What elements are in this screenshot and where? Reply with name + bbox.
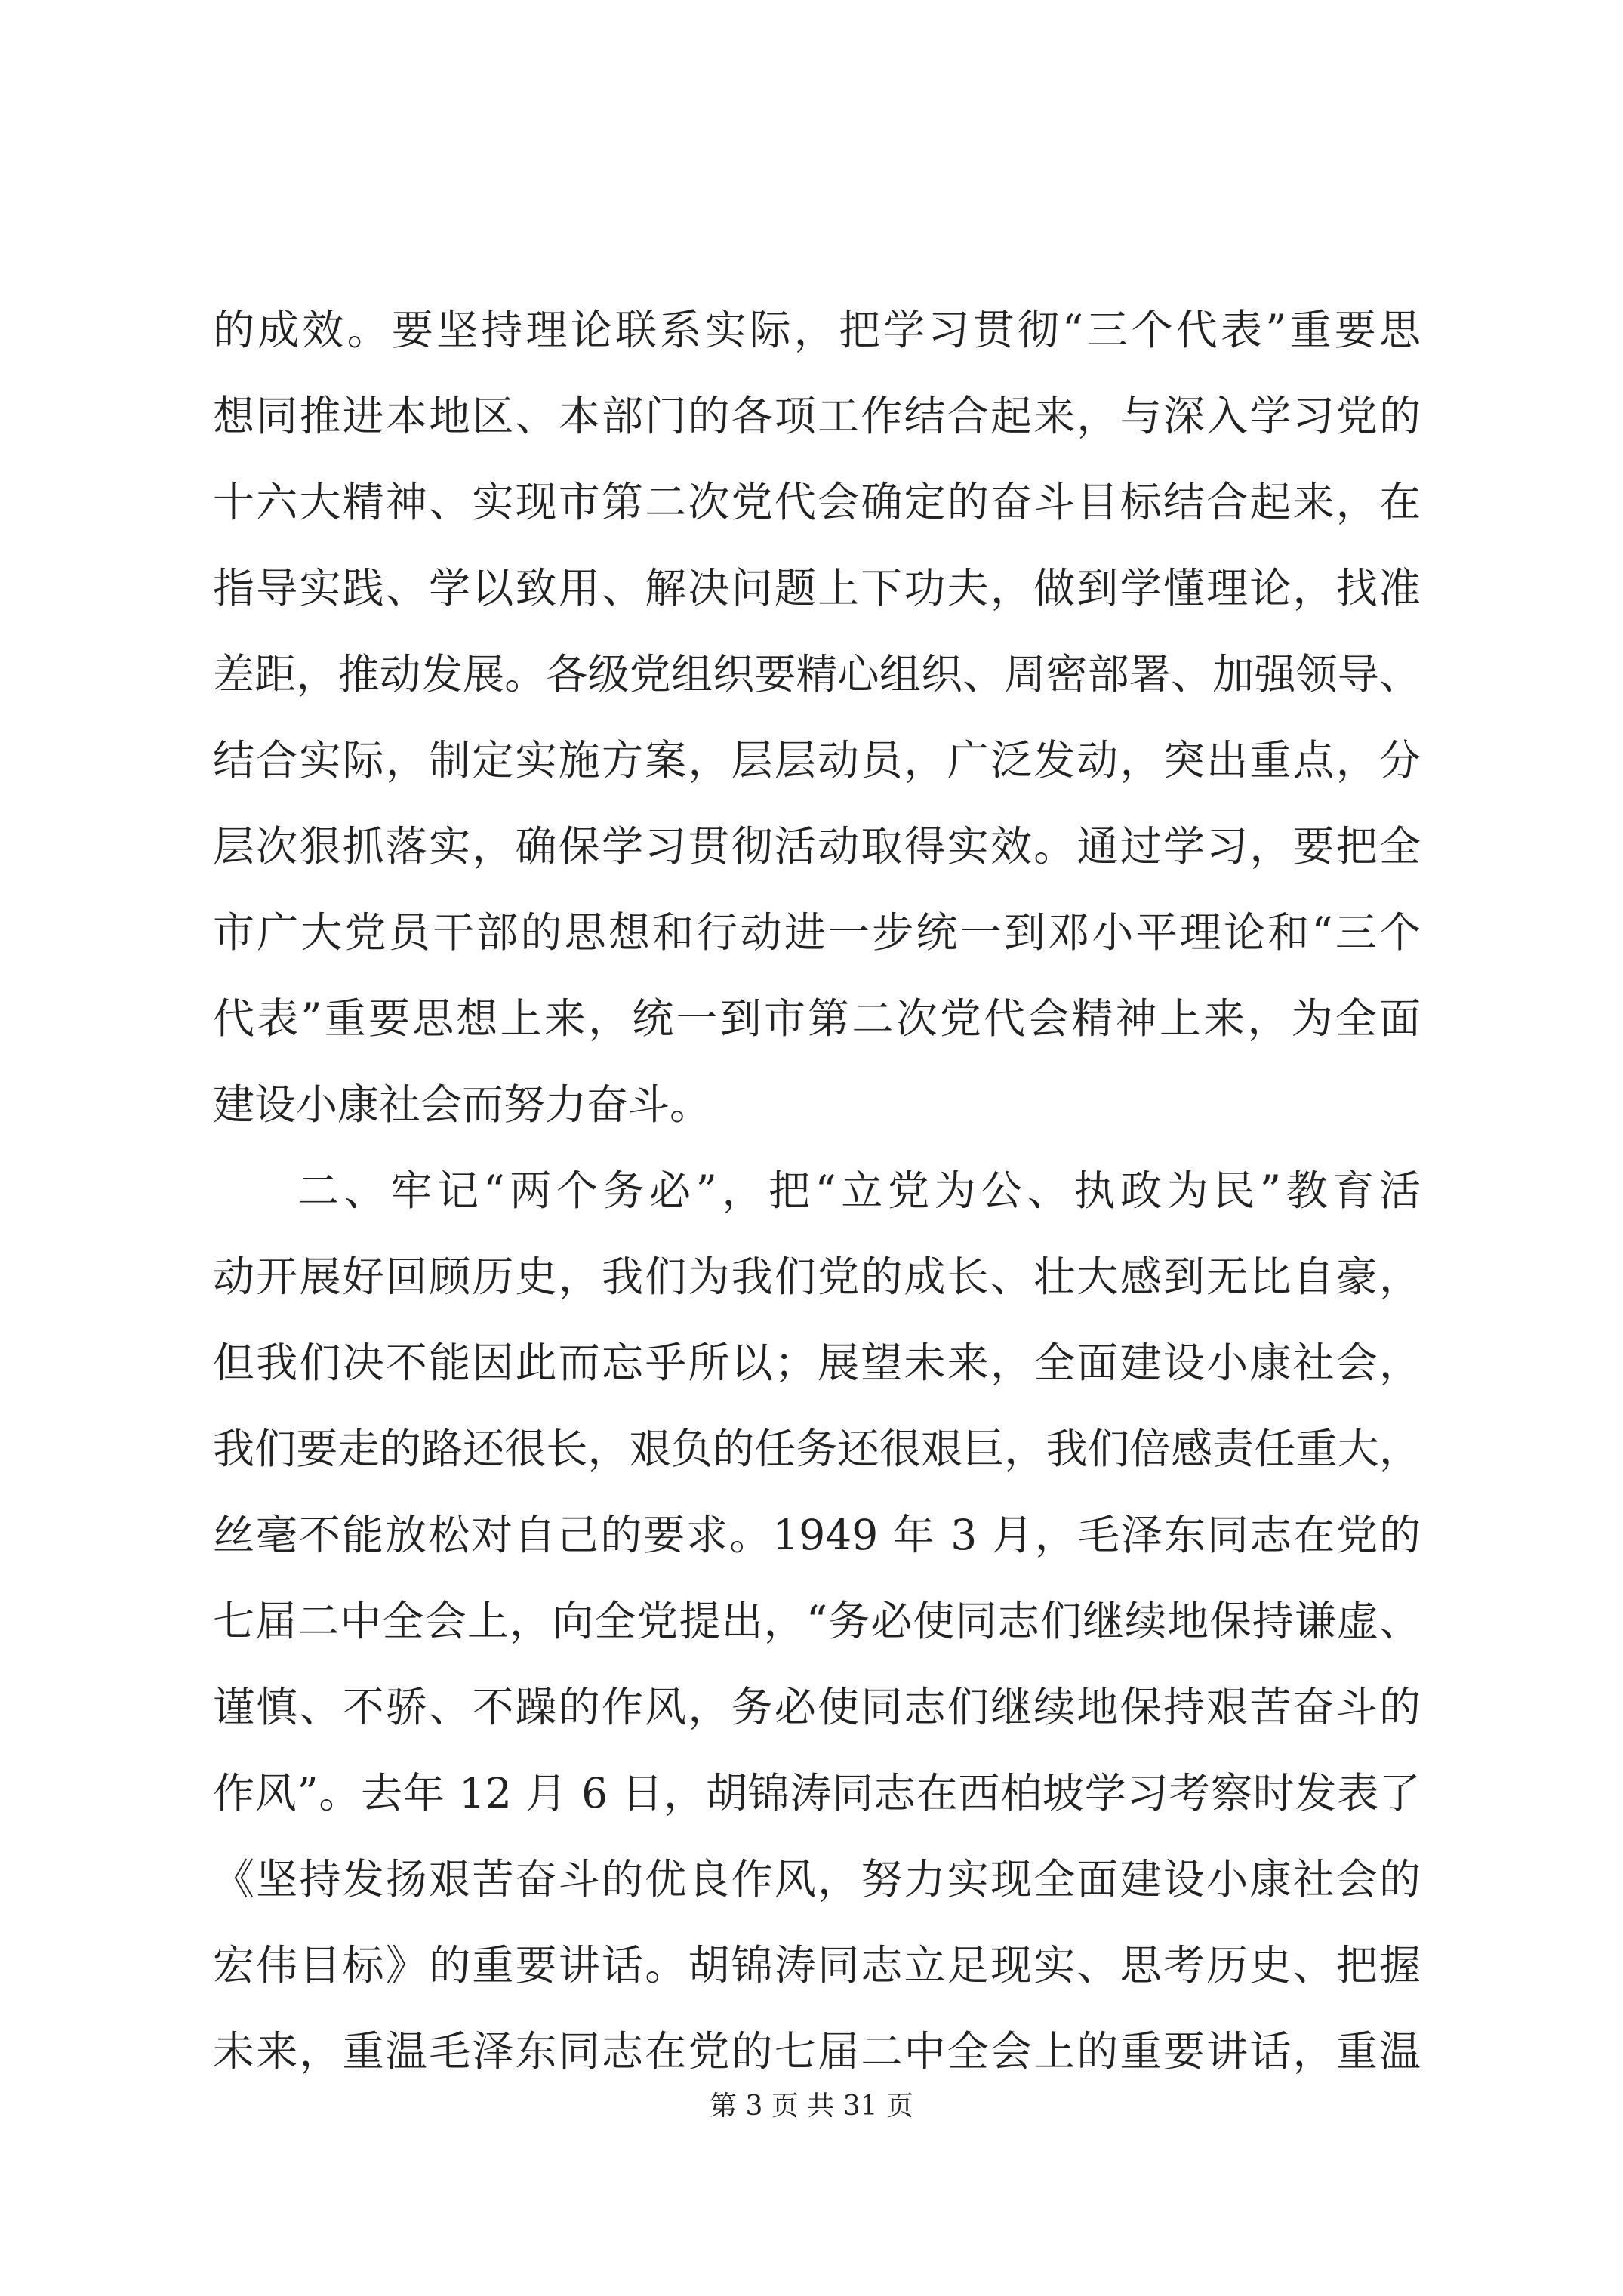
page-number-footer: 第 3 页 共 31 页 [710,2091,913,2122]
text-line: 想同推进本地区、本部门的各项工作结合起来，与深入学习党的 [213,392,1421,440]
text-line: 谨慎、不骄、不躁的作风，务必使同志们继续地保持艰苦奋斗的 [213,1683,1421,1731]
text-line: 但我们决不能因此而忘乎所以；展望未来，全面建设小康社会， [213,1339,1421,1387]
text-line: 代表”重要思想上来，统一到市第二次党代会精神上来，为全面 [213,994,1421,1043]
text-line: 《坚持发扬艰苦奋斗的优良作风，努力实现全面建设小康社会的 [213,1855,1421,1903]
text-line: 动开展好回顾历史，我们为我们党的成长、壮大感到无比自豪， [213,1253,1421,1301]
body-text [213,287,1421,2094]
text-line: 丝毫不能放松对自己的要求。1949 年 3 月，毛泽东同志在党的 [213,1511,1421,1559]
text-line: 结合实际，制定实施方案，层层动员，广泛发动，突出重点，分 [213,736,1421,784]
text-line: 层次狠抓落实，确保学习贯彻活动取得实效。通过学习，要把全 [213,822,1421,871]
text-line: 未来，重温毛泽东同志在党的七届二中全会上的重要讲话，重温 [213,2027,1421,2076]
text-line: 宏伟目标》的重要讲话。胡锦涛同志立足现实、思考历史、把握 [213,1941,1421,1989]
text-line: 指导实践、学以致用、解决问题上下功夫，做到学懂理论，找准 [213,564,1421,612]
text-line: 七届二中全会上，向全党提出，“务必使同志们继续地保持谦虚、 [213,1597,1421,1645]
text-line: 的成效。要坚持理论联系实际，把学习贯彻“三个代表”重要思 [213,306,1421,354]
text-line: 作风”。去年 12 月 6 日，胡锦涛同志在西柏坡学习考察时发表了 [213,1769,1421,1817]
text-line: 我们要走的路还很长，艰负的任务还很艰巨，我们倍感责任重大， [213,1425,1421,1473]
text-line: 市广大党员干部的思想和行动进一步统一到邓小平理论和“三个 [213,908,1421,957]
section-heading-line: 二、牢记“两个务必”，把“立党为公、执政为民”教育活 [297,1166,1421,1215]
text-line: 差距，推动发展。各级党组织要精心组织、周密部署、加强领导、 [213,650,1421,698]
text-line: 十六大精神、实现市第二次党代会确定的奋斗目标结合起来，在 [213,478,1421,526]
text-line: 建设小康社会而努力奋斗。 [213,1080,712,1129]
